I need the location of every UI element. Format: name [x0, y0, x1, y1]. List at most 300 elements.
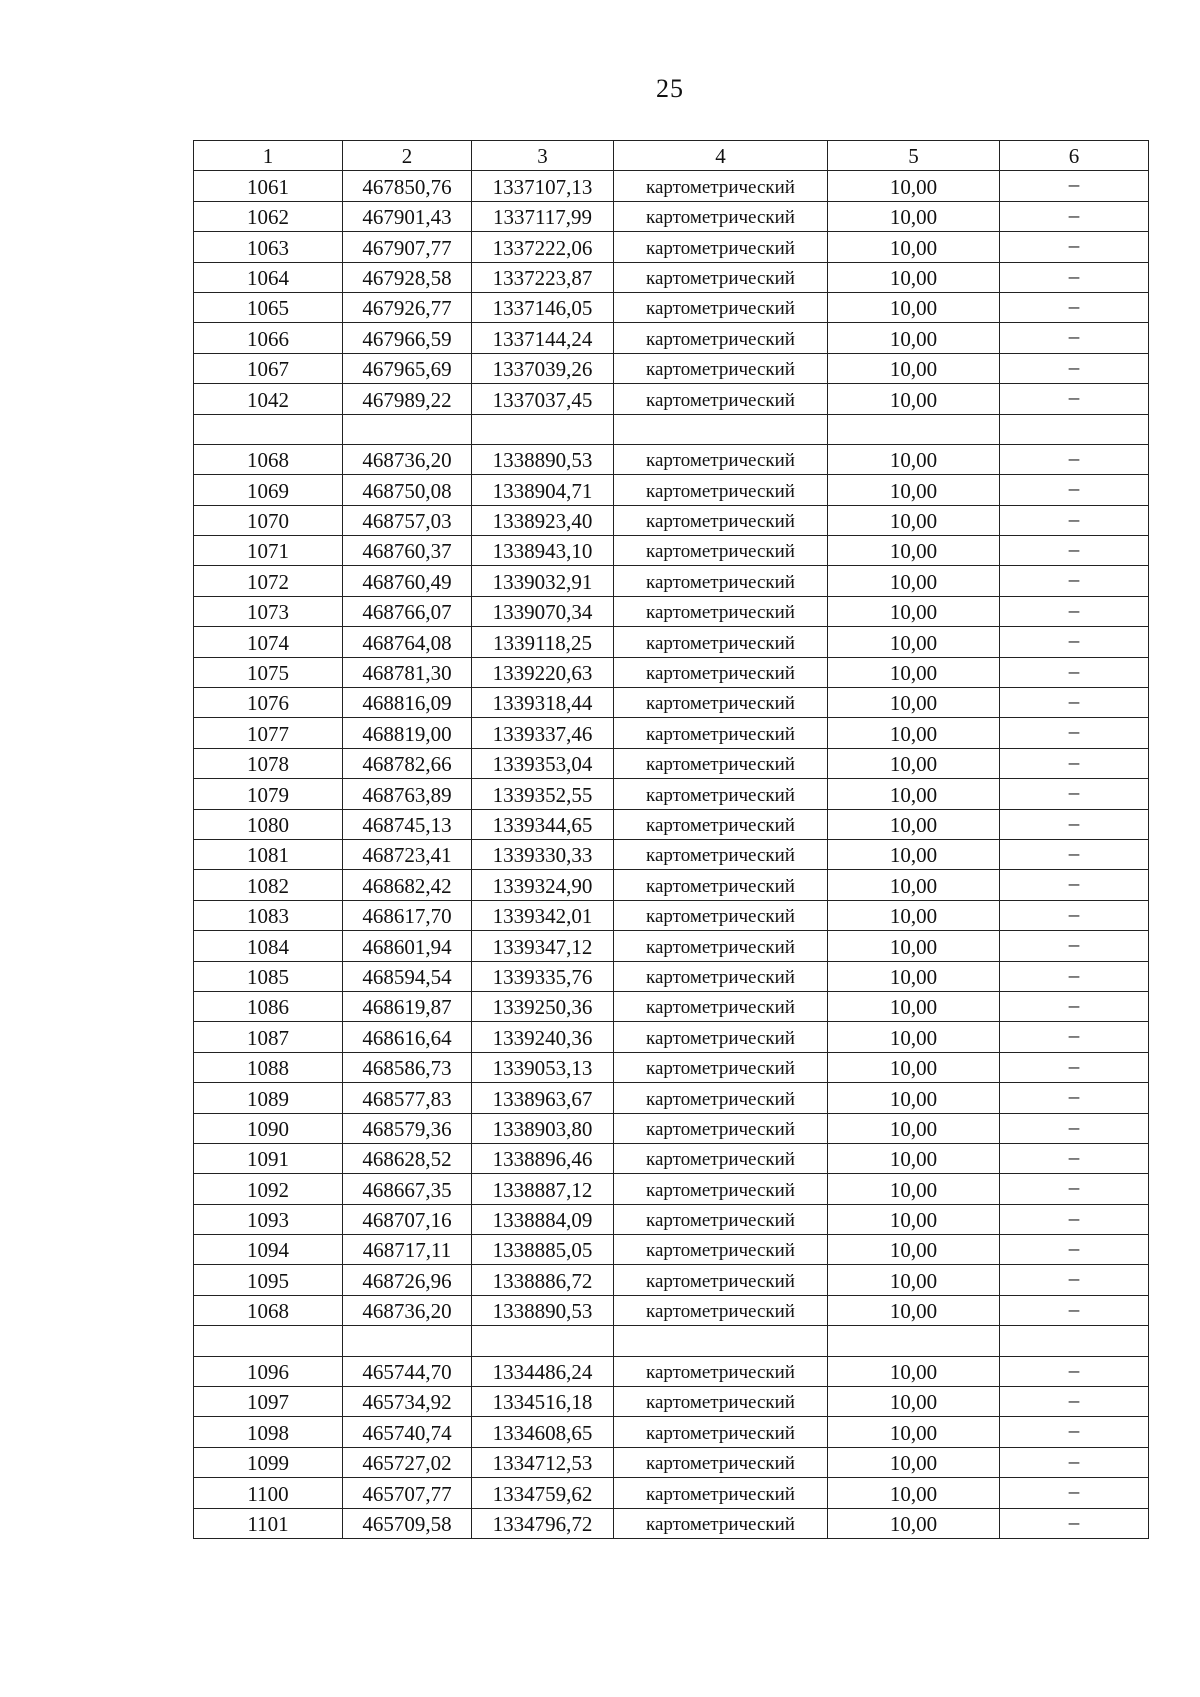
table-row [194, 1143, 1149, 1173]
description-cell: – [1000, 1022, 1149, 1052]
description-cell: – [1000, 809, 1149, 839]
point-number-cell [194, 1326, 343, 1356]
accuracy-cell: 10,00 [828, 201, 1000, 231]
page-number: 25 [656, 74, 684, 103]
accuracy-cell: 10,00 [828, 171, 1000, 201]
x-coordinate-cell: 468750,08 [343, 475, 472, 505]
description-cell: – [1000, 1052, 1149, 1082]
accuracy-cell: 10,00 [828, 1113, 1000, 1143]
x-coordinate-cell: 468601,94 [343, 931, 472, 961]
y-coordinate-cell: 1339347,12 [472, 931, 614, 961]
description-cell: – [1000, 1143, 1149, 1173]
x-coordinate-cell: 467850,76 [343, 171, 472, 201]
table-row [194, 809, 1149, 839]
y-coordinate-cell: 1338963,67 [472, 1083, 614, 1113]
method-cell: картометрический [614, 201, 828, 231]
x-coordinate-cell: 467966,59 [343, 323, 472, 353]
y-coordinate-cell: 1339352,55 [472, 779, 614, 809]
x-coordinate-cell: 468717,11 [343, 1235, 472, 1265]
header-cell: 2 [343, 141, 472, 171]
table-row [194, 779, 1149, 809]
accuracy-cell: 10,00 [828, 505, 1000, 535]
table-row [194, 201, 1149, 231]
accuracy-cell: 10,00 [828, 1022, 1000, 1052]
method-cell: картометрический [614, 1478, 828, 1508]
table-row [194, 475, 1149, 505]
method-cell [614, 1326, 828, 1356]
table-row [194, 262, 1149, 292]
y-coordinate-cell: 1339240,36 [472, 1022, 614, 1052]
x-coordinate-cell: 468745,13 [343, 809, 472, 839]
x-coordinate-cell: 468763,89 [343, 779, 472, 809]
point-number-cell: 1097 [194, 1387, 343, 1417]
x-coordinate-cell: 467928,58 [343, 262, 472, 292]
accuracy-cell: 10,00 [828, 1295, 1000, 1325]
point-number-cell: 1072 [194, 566, 343, 596]
table-row [194, 1265, 1149, 1295]
table-row [194, 1447, 1149, 1477]
y-coordinate-cell: 1338904,71 [472, 475, 614, 505]
description-cell: – [1000, 1265, 1149, 1295]
x-coordinate-cell: 468617,70 [343, 900, 472, 930]
point-number-cell: 1071 [194, 536, 343, 566]
method-cell: картометрический [614, 1235, 828, 1265]
x-coordinate-cell: 467989,22 [343, 384, 472, 414]
accuracy-cell: 10,00 [828, 1508, 1000, 1538]
table-row [194, 1235, 1149, 1265]
method-cell: картометрический [614, 323, 828, 353]
x-coordinate-cell: 468764,08 [343, 627, 472, 657]
table-row [194, 657, 1149, 687]
accuracy-cell: 10,00 [828, 1235, 1000, 1265]
x-coordinate-cell: 465740,74 [343, 1417, 472, 1447]
table-row [194, 1204, 1149, 1234]
point-number-cell: 1078 [194, 748, 343, 778]
description-cell: – [1000, 475, 1149, 505]
method-cell: картометрический [614, 1447, 828, 1477]
method-cell: картометрический [614, 839, 828, 869]
point-number-cell: 1063 [194, 232, 343, 262]
header-cell: 4 [614, 141, 828, 171]
y-coordinate-cell: 1339353,04 [472, 748, 614, 778]
table-row [194, 1508, 1149, 1538]
accuracy-cell: 10,00 [828, 1417, 1000, 1447]
description-cell: – [1000, 292, 1149, 322]
accuracy-cell: 10,00 [828, 1083, 1000, 1113]
accuracy-cell: 10,00 [828, 1447, 1000, 1477]
point-number-cell: 1068 [194, 444, 343, 474]
method-cell: картометрический [614, 353, 828, 383]
description-cell: – [1000, 201, 1149, 231]
point-number-cell: 1061 [194, 171, 343, 201]
point-number-cell: 1098 [194, 1417, 343, 1447]
method-cell: картометрический [614, 657, 828, 687]
description-cell: – [1000, 748, 1149, 778]
x-coordinate-cell: 467965,69 [343, 353, 472, 383]
accuracy-cell: 10,00 [828, 779, 1000, 809]
table-row [194, 536, 1149, 566]
accuracy-cell: 10,00 [828, 1478, 1000, 1508]
description-cell: – [1000, 505, 1149, 535]
accuracy-cell: 10,00 [828, 262, 1000, 292]
description-cell: – [1000, 718, 1149, 748]
description-cell: – [1000, 870, 1149, 900]
table-row [194, 444, 1149, 474]
table-row [194, 353, 1149, 383]
method-cell: картометрический [614, 688, 828, 718]
y-coordinate-cell [472, 1326, 614, 1356]
accuracy-cell: 10,00 [828, 475, 1000, 505]
x-coordinate-cell: 465707,77 [343, 1478, 472, 1508]
method-cell: картометрический [614, 566, 828, 596]
method-cell: картометрический [614, 505, 828, 535]
x-coordinate-cell: 465734,92 [343, 1387, 472, 1417]
x-coordinate-cell: 468736,20 [343, 1295, 472, 1325]
description-cell: – [1000, 627, 1149, 657]
y-coordinate-cell: 1334608,65 [472, 1417, 614, 1447]
y-coordinate-cell: 1339053,13 [472, 1052, 614, 1082]
accuracy-cell [828, 414, 1000, 444]
x-coordinate-cell: 467926,77 [343, 292, 472, 322]
coordinates-table [193, 140, 1149, 1539]
y-coordinate-cell [472, 414, 614, 444]
y-coordinate-cell: 1337037,45 [472, 384, 614, 414]
y-coordinate-cell: 1339344,65 [472, 809, 614, 839]
description-cell: – [1000, 596, 1149, 626]
point-number-cell: 1092 [194, 1174, 343, 1204]
point-number-cell: 1064 [194, 262, 343, 292]
y-coordinate-cell: 1334796,72 [472, 1508, 614, 1538]
description-cell: – [1000, 900, 1149, 930]
x-coordinate-cell: 465709,58 [343, 1508, 472, 1538]
accuracy-cell: 10,00 [828, 1356, 1000, 1386]
y-coordinate-cell: 1338943,10 [472, 536, 614, 566]
accuracy-cell: 10,00 [828, 748, 1000, 778]
y-coordinate-cell: 1337222,06 [472, 232, 614, 262]
point-number-cell: 1079 [194, 779, 343, 809]
accuracy-cell: 10,00 [828, 839, 1000, 869]
y-coordinate-cell: 1339250,36 [472, 991, 614, 1021]
accuracy-cell: 10,00 [828, 536, 1000, 566]
point-number-cell: 1073 [194, 596, 343, 626]
description-cell: – [1000, 1356, 1149, 1386]
table-row [194, 1356, 1149, 1386]
accuracy-cell: 10,00 [828, 931, 1000, 961]
point-number-cell: 1089 [194, 1083, 343, 1113]
accuracy-cell: 10,00 [828, 232, 1000, 262]
table-body [194, 171, 1149, 1539]
point-number-cell: 1095 [194, 1265, 343, 1295]
table-row [194, 1387, 1149, 1417]
accuracy-cell: 10,00 [828, 1174, 1000, 1204]
accuracy-cell: 10,00 [828, 1143, 1000, 1173]
accuracy-cell: 10,00 [828, 900, 1000, 930]
method-cell: картометрический [614, 870, 828, 900]
y-coordinate-cell: 1339220,63 [472, 657, 614, 687]
point-number-cell: 1093 [194, 1204, 343, 1234]
x-coordinate-cell: 468760,37 [343, 536, 472, 566]
table-row [194, 627, 1149, 657]
y-coordinate-cell: 1337144,24 [472, 323, 614, 353]
x-coordinate-cell: 468594,54 [343, 961, 472, 991]
y-coordinate-cell: 1338896,46 [472, 1143, 614, 1173]
y-coordinate-cell: 1338887,12 [472, 1174, 614, 1204]
x-coordinate-cell: 467907,77 [343, 232, 472, 262]
x-coordinate-cell: 468726,96 [343, 1265, 472, 1295]
method-cell: картометрический [614, 1295, 828, 1325]
method-cell: картометрический [614, 1204, 828, 1234]
table-row [194, 505, 1149, 535]
accuracy-cell: 10,00 [828, 657, 1000, 687]
description-cell: – [1000, 991, 1149, 1021]
header-cell: 1 [194, 141, 343, 171]
method-cell: картометрический [614, 1022, 828, 1052]
description-cell: – [1000, 262, 1149, 292]
description-cell: – [1000, 536, 1149, 566]
y-coordinate-cell: 1338890,53 [472, 1295, 614, 1325]
point-number-cell: 1087 [194, 1022, 343, 1052]
point-number-cell: 1084 [194, 931, 343, 961]
point-number-cell: 1082 [194, 870, 343, 900]
point-number-cell: 1067 [194, 353, 343, 383]
method-cell: картометрический [614, 262, 828, 292]
method-cell [614, 414, 828, 444]
table-row [194, 931, 1149, 961]
x-coordinate-cell: 465744,70 [343, 1356, 472, 1386]
description-cell: – [1000, 931, 1149, 961]
table-row [194, 1174, 1149, 1204]
description-cell: – [1000, 1387, 1149, 1417]
y-coordinate-cell: 1338884,09 [472, 1204, 614, 1234]
point-number-cell: 1076 [194, 688, 343, 718]
point-number-cell: 1091 [194, 1143, 343, 1173]
method-cell: картометрический [614, 444, 828, 474]
accuracy-cell: 10,00 [828, 596, 1000, 626]
x-coordinate-cell: 468781,30 [343, 657, 472, 687]
method-cell: картометрический [614, 232, 828, 262]
point-number-cell: 1085 [194, 961, 343, 991]
method-cell: картометрический [614, 292, 828, 322]
x-coordinate-cell: 468766,07 [343, 596, 472, 626]
y-coordinate-cell: 1339070,34 [472, 596, 614, 626]
y-coordinate-cell: 1338886,72 [472, 1265, 614, 1295]
x-coordinate-cell [343, 1326, 472, 1356]
x-coordinate-cell: 465727,02 [343, 1447, 472, 1477]
accuracy-cell: 10,00 [828, 566, 1000, 596]
x-coordinate-cell: 468757,03 [343, 505, 472, 535]
table-row [194, 323, 1149, 353]
method-cell: картометрический [614, 931, 828, 961]
point-number-cell: 1066 [194, 323, 343, 353]
x-coordinate-cell: 468682,42 [343, 870, 472, 900]
point-number-cell: 1088 [194, 1052, 343, 1082]
accuracy-cell: 10,00 [828, 353, 1000, 383]
x-coordinate-cell: 468819,00 [343, 718, 472, 748]
accuracy-cell: 10,00 [828, 292, 1000, 322]
point-number-cell: 1090 [194, 1113, 343, 1143]
accuracy-cell: 10,00 [828, 1387, 1000, 1417]
method-cell: картометрический [614, 1265, 828, 1295]
description-cell: – [1000, 566, 1149, 596]
table-row [194, 839, 1149, 869]
y-coordinate-cell: 1337117,99 [472, 201, 614, 231]
description-cell: – [1000, 1174, 1149, 1204]
y-coordinate-cell: 1337146,05 [472, 292, 614, 322]
description-cell: – [1000, 1447, 1149, 1477]
point-number-cell: 1094 [194, 1235, 343, 1265]
point-number-cell: 1070 [194, 505, 343, 535]
description-cell: – [1000, 1478, 1149, 1508]
table-row [194, 1113, 1149, 1143]
header-cell: 6 [1000, 141, 1149, 171]
accuracy-cell: 10,00 [828, 961, 1000, 991]
point-number-cell: 1096 [194, 1356, 343, 1386]
accuracy-cell: 10,00 [828, 809, 1000, 839]
description-cell: – [1000, 1417, 1149, 1447]
method-cell: картометрический [614, 991, 828, 1021]
y-coordinate-cell: 1339330,33 [472, 839, 614, 869]
method-cell: картометрический [614, 718, 828, 748]
accuracy-cell: 10,00 [828, 444, 1000, 474]
method-cell: картометрический [614, 627, 828, 657]
point-number-cell: 1080 [194, 809, 343, 839]
x-coordinate-cell: 468816,09 [343, 688, 472, 718]
header-cell: 3 [472, 141, 614, 171]
point-number-cell [194, 414, 343, 444]
accuracy-cell: 10,00 [828, 991, 1000, 1021]
table-row [194, 171, 1149, 201]
y-coordinate-cell: 1339118,25 [472, 627, 614, 657]
method-cell: картометрический [614, 596, 828, 626]
description-cell: – [1000, 232, 1149, 262]
method-cell: картометрический [614, 171, 828, 201]
point-number-cell: 1042 [194, 384, 343, 414]
point-number-cell: 1083 [194, 900, 343, 930]
table-row [194, 1052, 1149, 1082]
accuracy-cell: 10,00 [828, 688, 1000, 718]
y-coordinate-cell: 1339318,44 [472, 688, 614, 718]
method-cell: картометрический [614, 1052, 828, 1082]
table-row [194, 718, 1149, 748]
y-coordinate-cell: 1334486,24 [472, 1356, 614, 1386]
point-number-cell: 1074 [194, 627, 343, 657]
description-cell: – [1000, 171, 1149, 201]
y-coordinate-cell: 1339324,90 [472, 870, 614, 900]
accuracy-cell: 10,00 [828, 718, 1000, 748]
description-cell: – [1000, 323, 1149, 353]
table-row [194, 748, 1149, 778]
x-coordinate-cell: 468616,64 [343, 1022, 472, 1052]
point-number-cell: 1075 [194, 657, 343, 687]
table-row [194, 1022, 1149, 1052]
x-coordinate-cell: 468619,87 [343, 991, 472, 1021]
accuracy-cell [828, 1326, 1000, 1356]
accuracy-cell: 10,00 [828, 627, 1000, 657]
y-coordinate-cell: 1338890,53 [472, 444, 614, 474]
method-cell: картометрический [614, 1174, 828, 1204]
method-cell: картометрический [614, 384, 828, 414]
description-cell: – [1000, 1204, 1149, 1234]
description-cell [1000, 1326, 1149, 1356]
x-coordinate-cell: 468586,73 [343, 1052, 472, 1082]
y-coordinate-cell: 1337107,13 [472, 171, 614, 201]
accuracy-cell: 10,00 [828, 323, 1000, 353]
table-row [194, 232, 1149, 262]
x-coordinate-cell: 468628,52 [343, 1143, 472, 1173]
method-cell: картометрический [614, 1356, 828, 1386]
table-row [194, 991, 1149, 1021]
method-cell: картометрический [614, 961, 828, 991]
y-coordinate-cell: 1337039,26 [472, 353, 614, 383]
table-row [194, 292, 1149, 322]
method-cell: картометрический [614, 748, 828, 778]
table-row [194, 1295, 1149, 1325]
y-coordinate-cell: 1337223,87 [472, 262, 614, 292]
method-cell: картометрический [614, 809, 828, 839]
method-cell: картометрический [614, 1387, 828, 1417]
y-coordinate-cell: 1338885,05 [472, 1235, 614, 1265]
point-number-cell: 1062 [194, 201, 343, 231]
x-coordinate-cell: 468782,66 [343, 748, 472, 778]
accuracy-cell: 10,00 [828, 870, 1000, 900]
method-cell: картометрический [614, 1417, 828, 1447]
accuracy-cell: 10,00 [828, 384, 1000, 414]
table-row [194, 414, 1149, 444]
method-cell: картометрический [614, 1508, 828, 1538]
x-coordinate-cell: 468707,16 [343, 1204, 472, 1234]
x-coordinate-cell: 468577,83 [343, 1083, 472, 1113]
point-number-cell: 1068 [194, 1295, 343, 1325]
description-cell: – [1000, 961, 1149, 991]
x-coordinate-cell [343, 414, 472, 444]
method-cell: картометрический [614, 779, 828, 809]
y-coordinate-cell: 1339337,46 [472, 718, 614, 748]
method-cell: картометрический [614, 1113, 828, 1143]
point-number-cell: 1077 [194, 718, 343, 748]
x-coordinate-cell: 468736,20 [343, 444, 472, 474]
y-coordinate-cell: 1334516,18 [472, 1387, 614, 1417]
x-coordinate-cell: 468667,35 [343, 1174, 472, 1204]
y-coordinate-cell: 1339032,91 [472, 566, 614, 596]
method-cell: картометрический [614, 475, 828, 505]
description-cell: – [1000, 1295, 1149, 1325]
y-coordinate-cell: 1334712,53 [472, 1447, 614, 1477]
description-cell: – [1000, 839, 1149, 869]
x-coordinate-cell: 468579,36 [343, 1113, 472, 1143]
point-number-cell: 1086 [194, 991, 343, 1021]
point-number-cell: 1100 [194, 1478, 343, 1508]
description-cell: – [1000, 657, 1149, 687]
method-cell: картометрический [614, 900, 828, 930]
accuracy-cell: 10,00 [828, 1204, 1000, 1234]
method-cell: картометрический [614, 536, 828, 566]
header-cell: 5 [828, 141, 1000, 171]
description-cell: – [1000, 353, 1149, 383]
description-cell: – [1000, 688, 1149, 718]
header-row [194, 141, 1149, 171]
y-coordinate-cell: 1338923,40 [472, 505, 614, 535]
point-number-cell: 1099 [194, 1447, 343, 1477]
table-row [194, 384, 1149, 414]
description-cell: – [1000, 1508, 1149, 1538]
x-coordinate-cell: 467901,43 [343, 201, 472, 231]
description-cell: – [1000, 1235, 1149, 1265]
table-row [194, 566, 1149, 596]
table-row [194, 900, 1149, 930]
table-row [194, 1326, 1149, 1356]
point-number-cell: 1065 [194, 292, 343, 322]
description-cell: – [1000, 1083, 1149, 1113]
